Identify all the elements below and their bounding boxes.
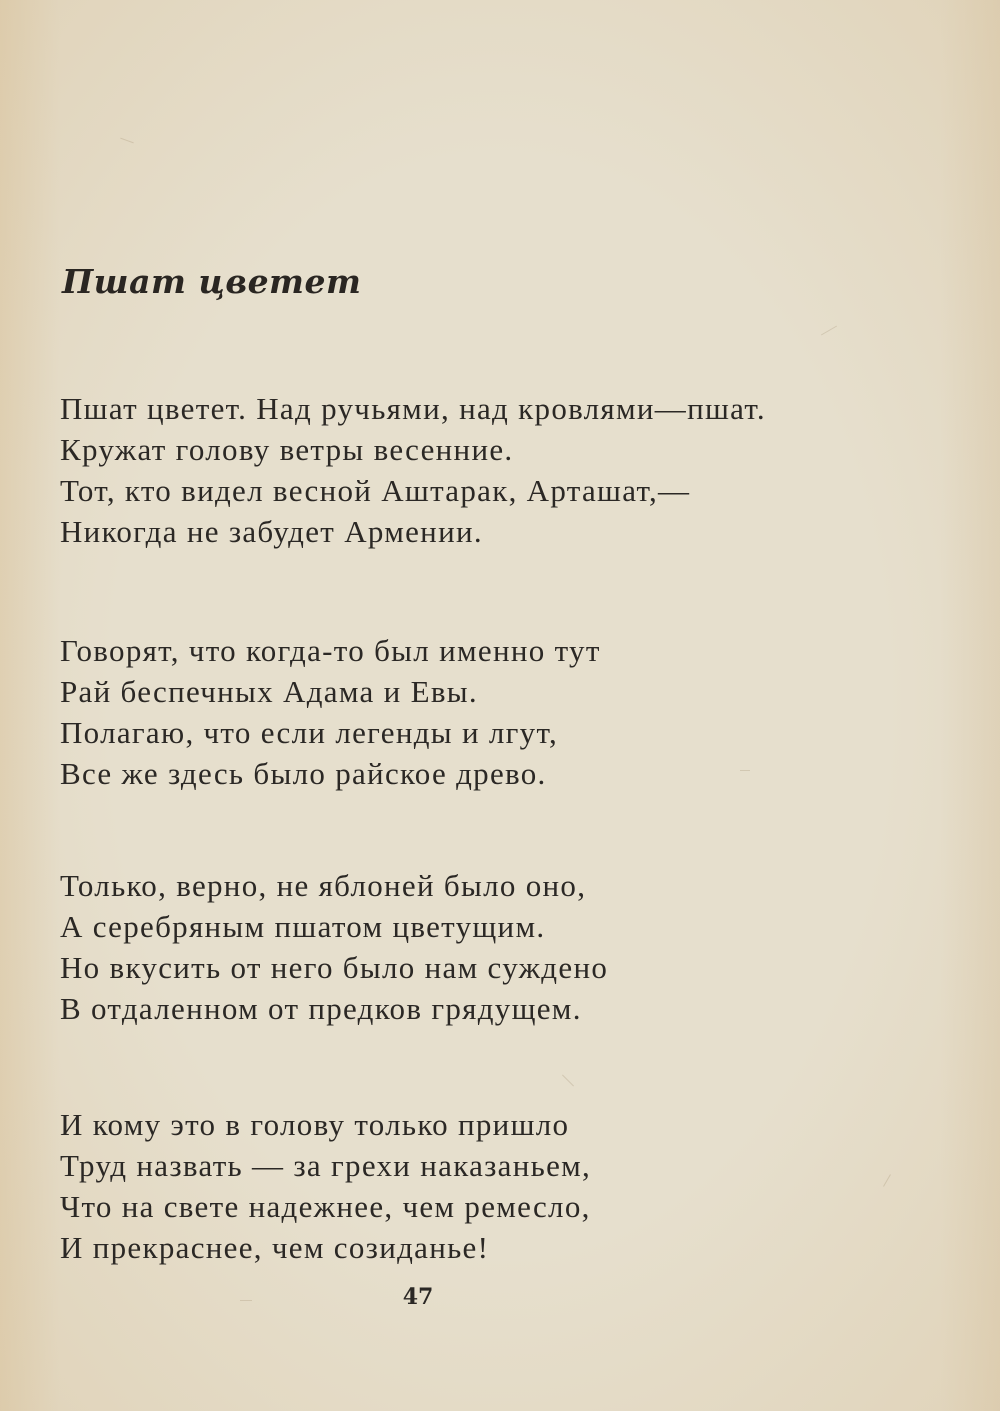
stanza-3 — [60, 865, 608, 1029]
poem-line: Труд назвать — за грехи наказаньем, — [60, 1148, 592, 1183]
poem-line: Все же здесь было райское древо. — [60, 756, 547, 791]
poem-line: Тот, кто видел весной Аштарак, Арташат,— — [60, 473, 691, 508]
poem-line: Кружат голову ветры весенние. — [60, 432, 514, 467]
poem-line: Никогда не забудет Армении. — [60, 514, 483, 549]
poem-line: Только, верно, не яблоней было оно, — [60, 868, 587, 903]
poem-line: Полагаю, что если легенды и лгут, — [60, 715, 559, 750]
poem-line: А серебряным пшатом цветущим. — [60, 909, 546, 944]
paper-fiber — [120, 138, 133, 144]
stanza-2 — [60, 630, 601, 794]
poem-line: Рай беспечных Адама и Евы. — [60, 674, 478, 709]
poem-line: Пшат цветет. Над ручьями, над кровлями—пшат. — [60, 391, 766, 426]
paper-fiber — [562, 1074, 574, 1086]
page-number: 47 — [402, 1284, 434, 1310]
poem-title: Пшат цветет — [62, 262, 362, 301]
paper-fiber — [821, 326, 837, 336]
paper-fiber — [883, 1174, 891, 1187]
poem-line: Говорят, что когда-то был именно тут — [60, 633, 601, 668]
poem-line: Но вкусить от него было нам суждено — [60, 950, 609, 985]
poem-line: И прекраснее, чем созиданье! — [60, 1230, 490, 1265]
stanza-4 — [60, 1104, 591, 1268]
poem-line: В отдаленном от предков грядущем. — [60, 991, 582, 1026]
paper-fiber — [740, 770, 750, 771]
stanza-1 — [60, 388, 766, 552]
poem-line: Что на свете надежнее, чем ремесло, — [60, 1189, 591, 1224]
poem-line: И кому это в голову только пришло — [60, 1107, 570, 1142]
